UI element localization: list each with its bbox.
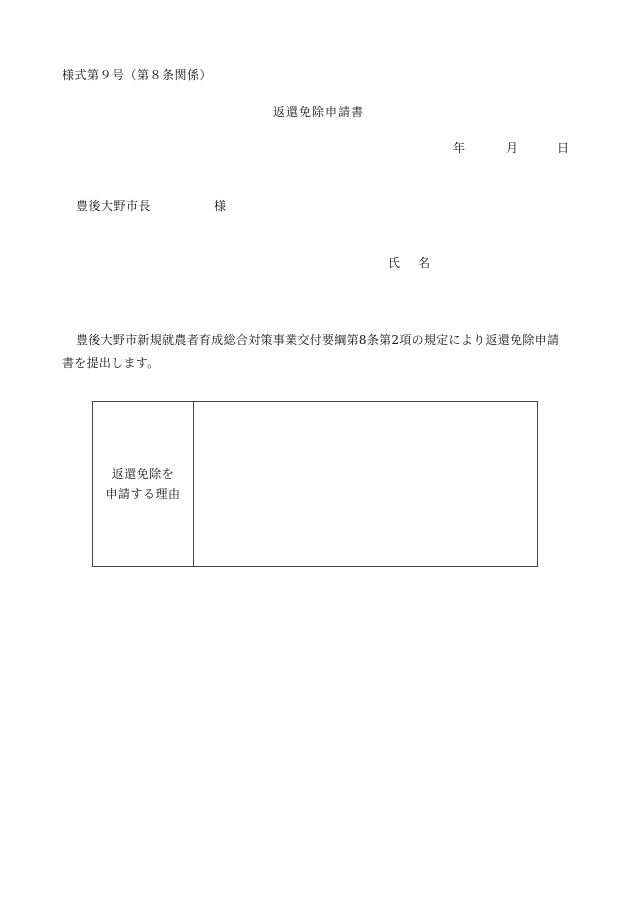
date-month-label: 月: [506, 141, 519, 155]
reason-label-line1: 返還免除を: [111, 467, 175, 481]
reason-table: [92, 401, 538, 567]
document-title: 返還免除申請書: [273, 105, 365, 119]
date-day-label: 日: [557, 141, 570, 155]
addressee-honorific: 様: [214, 199, 227, 213]
applicant-label-first: 氏: [388, 256, 401, 270]
addressee-name: 豊後大野市長: [76, 199, 152, 213]
date-year-label: 年: [453, 141, 466, 155]
reason-label-cell: [93, 402, 194, 566]
applicant-label-second: 名: [418, 256, 431, 270]
form-number: 様式第９号（第８条関係）: [62, 68, 213, 82]
reason-label-line2: 申請する理由: [105, 487, 181, 501]
applicant-name-label: [388, 254, 430, 271]
reason-input-cell[interactable]: [194, 402, 537, 566]
body-paragraph: 豊後大野市新規就農者育成総合対策事業交付要綱第8条第2項の規定により返還免除申請書を提出します。: [62, 333, 560, 370]
